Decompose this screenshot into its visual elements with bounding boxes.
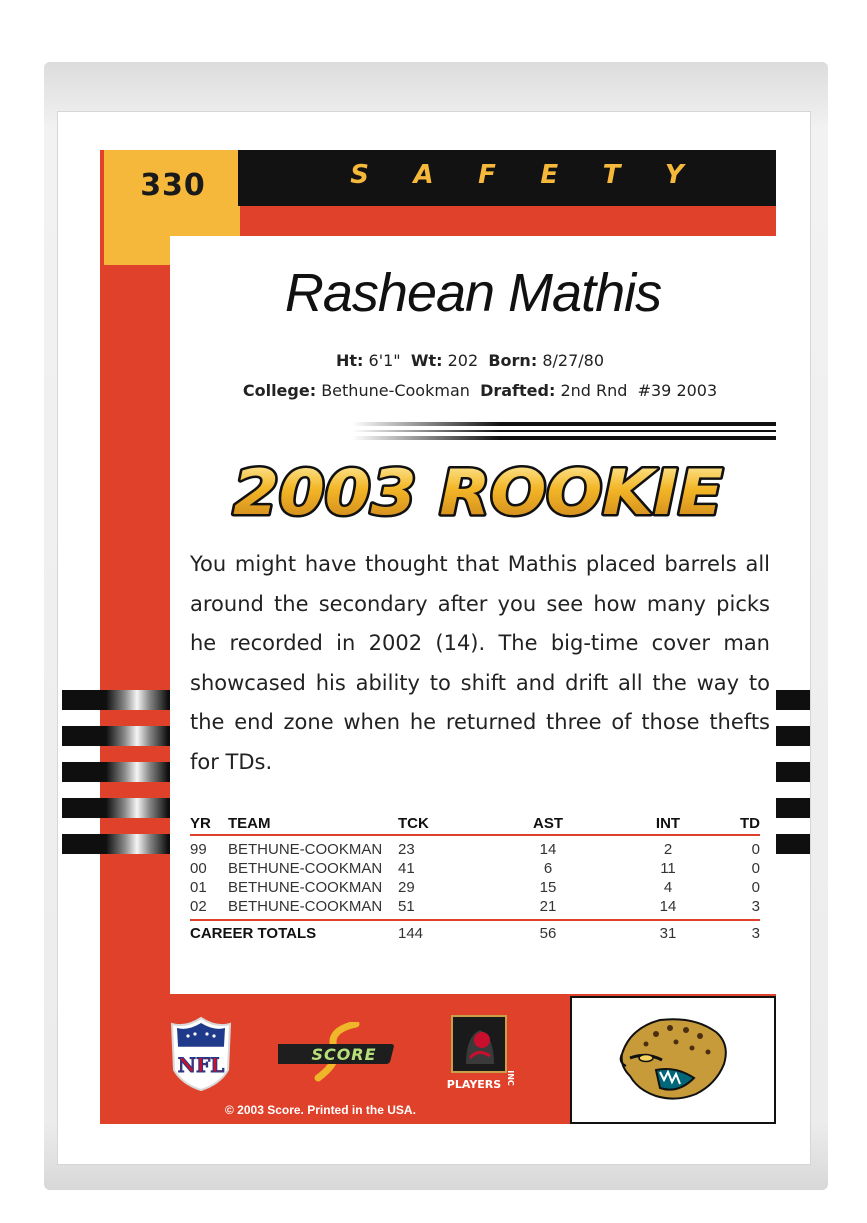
stripe xyxy=(62,690,170,710)
table-row xyxy=(190,897,760,916)
height-value: 6'1" xyxy=(368,351,401,370)
players-inc-text: INC xyxy=(506,1070,515,1086)
cell-ast: 6 xyxy=(543,860,553,877)
position-letter: A xyxy=(413,160,434,190)
stripe xyxy=(776,762,810,782)
stripe xyxy=(62,798,170,818)
cell-int: 14 xyxy=(659,898,677,915)
cell-tck: 41 xyxy=(398,860,415,877)
career-totals-row xyxy=(190,919,760,945)
totals-int: 31 xyxy=(659,924,677,942)
right-stripe-decoration xyxy=(776,690,810,870)
nfl-shield-icon xyxy=(168,1014,234,1092)
position-letter: Y xyxy=(664,160,684,190)
header-ast: AST xyxy=(533,814,563,832)
college-label: College: xyxy=(242,381,317,400)
position-letter: S xyxy=(350,160,369,190)
stats-body xyxy=(190,836,760,916)
weight-value: 202 xyxy=(447,351,479,370)
cell-int: 11 xyxy=(660,860,676,877)
cell-team: BETHUNE-COOKMAN xyxy=(228,898,383,915)
cell-team: BETHUNE-COOKMAN xyxy=(228,879,383,896)
stripe xyxy=(776,798,810,818)
nfl-logo-text: NFL xyxy=(177,1053,225,1077)
height-label: Ht: xyxy=(336,351,364,370)
totals-label: CAREER TOTALS xyxy=(190,924,317,942)
table-row xyxy=(190,878,760,897)
cell-int: 4 xyxy=(663,879,673,896)
stats-table xyxy=(190,812,760,945)
cell-yr: 00 xyxy=(190,860,207,877)
score-logo-text: SCORE xyxy=(311,1045,377,1064)
header-tck: TCK xyxy=(398,814,429,832)
cell-ast: 15 xyxy=(539,879,557,896)
cell-tck: 29 xyxy=(398,879,415,896)
header-team: TEAM xyxy=(228,814,271,832)
cell-yr: 02 xyxy=(190,898,207,915)
stats-header-row xyxy=(190,812,760,836)
bio-line-physical xyxy=(260,351,680,370)
players-inc-logo-icon xyxy=(440,1014,520,1094)
cell-tck: 23 xyxy=(398,841,415,858)
position-letter: T xyxy=(602,160,621,190)
rookie-banner xyxy=(222,456,734,530)
totals-tck: 144 xyxy=(398,924,424,942)
born-label: Born: xyxy=(488,351,538,370)
cell-td: 0 xyxy=(751,860,760,877)
cell-yr: 01 xyxy=(190,879,207,896)
cell-td: 0 xyxy=(751,841,760,858)
stripe xyxy=(62,726,170,746)
cell-int: 2 xyxy=(663,841,673,858)
header-td: TD xyxy=(740,814,760,832)
drafted-label: Drafted: xyxy=(480,381,556,400)
decorative-rule-lines xyxy=(352,420,776,442)
position-letter: F xyxy=(478,160,496,190)
drafted-value: 2nd Rnd #39 2003 xyxy=(560,381,718,400)
stripe xyxy=(62,834,170,854)
table-row xyxy=(190,840,760,859)
jaguar-head-icon xyxy=(616,1014,732,1106)
header-yr: YR xyxy=(190,814,211,832)
position-letter: E xyxy=(540,160,559,190)
team-logo-box xyxy=(570,996,776,1124)
college-value: Bethune-Cookman xyxy=(321,381,470,400)
cell-team: BETHUNE-COOKMAN xyxy=(228,860,383,877)
player-name: Rashean Mathis xyxy=(284,263,662,323)
copyright-text: © 2003 Score. Printed in the USA. xyxy=(225,1103,416,1117)
table-row xyxy=(190,859,760,878)
left-stripe-decoration xyxy=(62,690,170,870)
totals-ast: 56 xyxy=(539,924,557,942)
cell-td: 0 xyxy=(751,879,760,896)
cell-yr: 99 xyxy=(190,841,207,858)
position-label xyxy=(238,160,776,200)
cell-tck: 51 xyxy=(398,898,415,915)
player-blurb: You might have thought that Mathis placed barrels all around the secondary after you see how many picks he recorded in 2002 (14). The big-time cover man showcased his ability to shift and drift all the way to the end zone when he returned three of those thefts for TDs. xyxy=(190,552,770,774)
card-number: 330 xyxy=(140,168,206,203)
players-logo-text: PLAYERS xyxy=(446,1078,502,1091)
cell-ast: 14 xyxy=(539,841,557,858)
stripe xyxy=(62,762,170,782)
score-logo-icon xyxy=(278,1022,404,1082)
stripe xyxy=(776,690,810,710)
header-int: INT xyxy=(655,814,681,832)
weight-label: Wt: xyxy=(410,351,443,370)
stripe xyxy=(776,834,810,854)
cell-ast: 21 xyxy=(539,898,557,915)
born-value: 8/27/80 xyxy=(542,351,604,370)
stripe xyxy=(776,726,810,746)
cell-team: BETHUNE-COOKMAN xyxy=(228,841,383,858)
cell-td: 3 xyxy=(751,898,760,915)
bio-line-college xyxy=(220,381,740,400)
totals-td: 3 xyxy=(751,924,760,942)
rookie-banner-text: 2003 ROOKIE xyxy=(233,456,723,529)
